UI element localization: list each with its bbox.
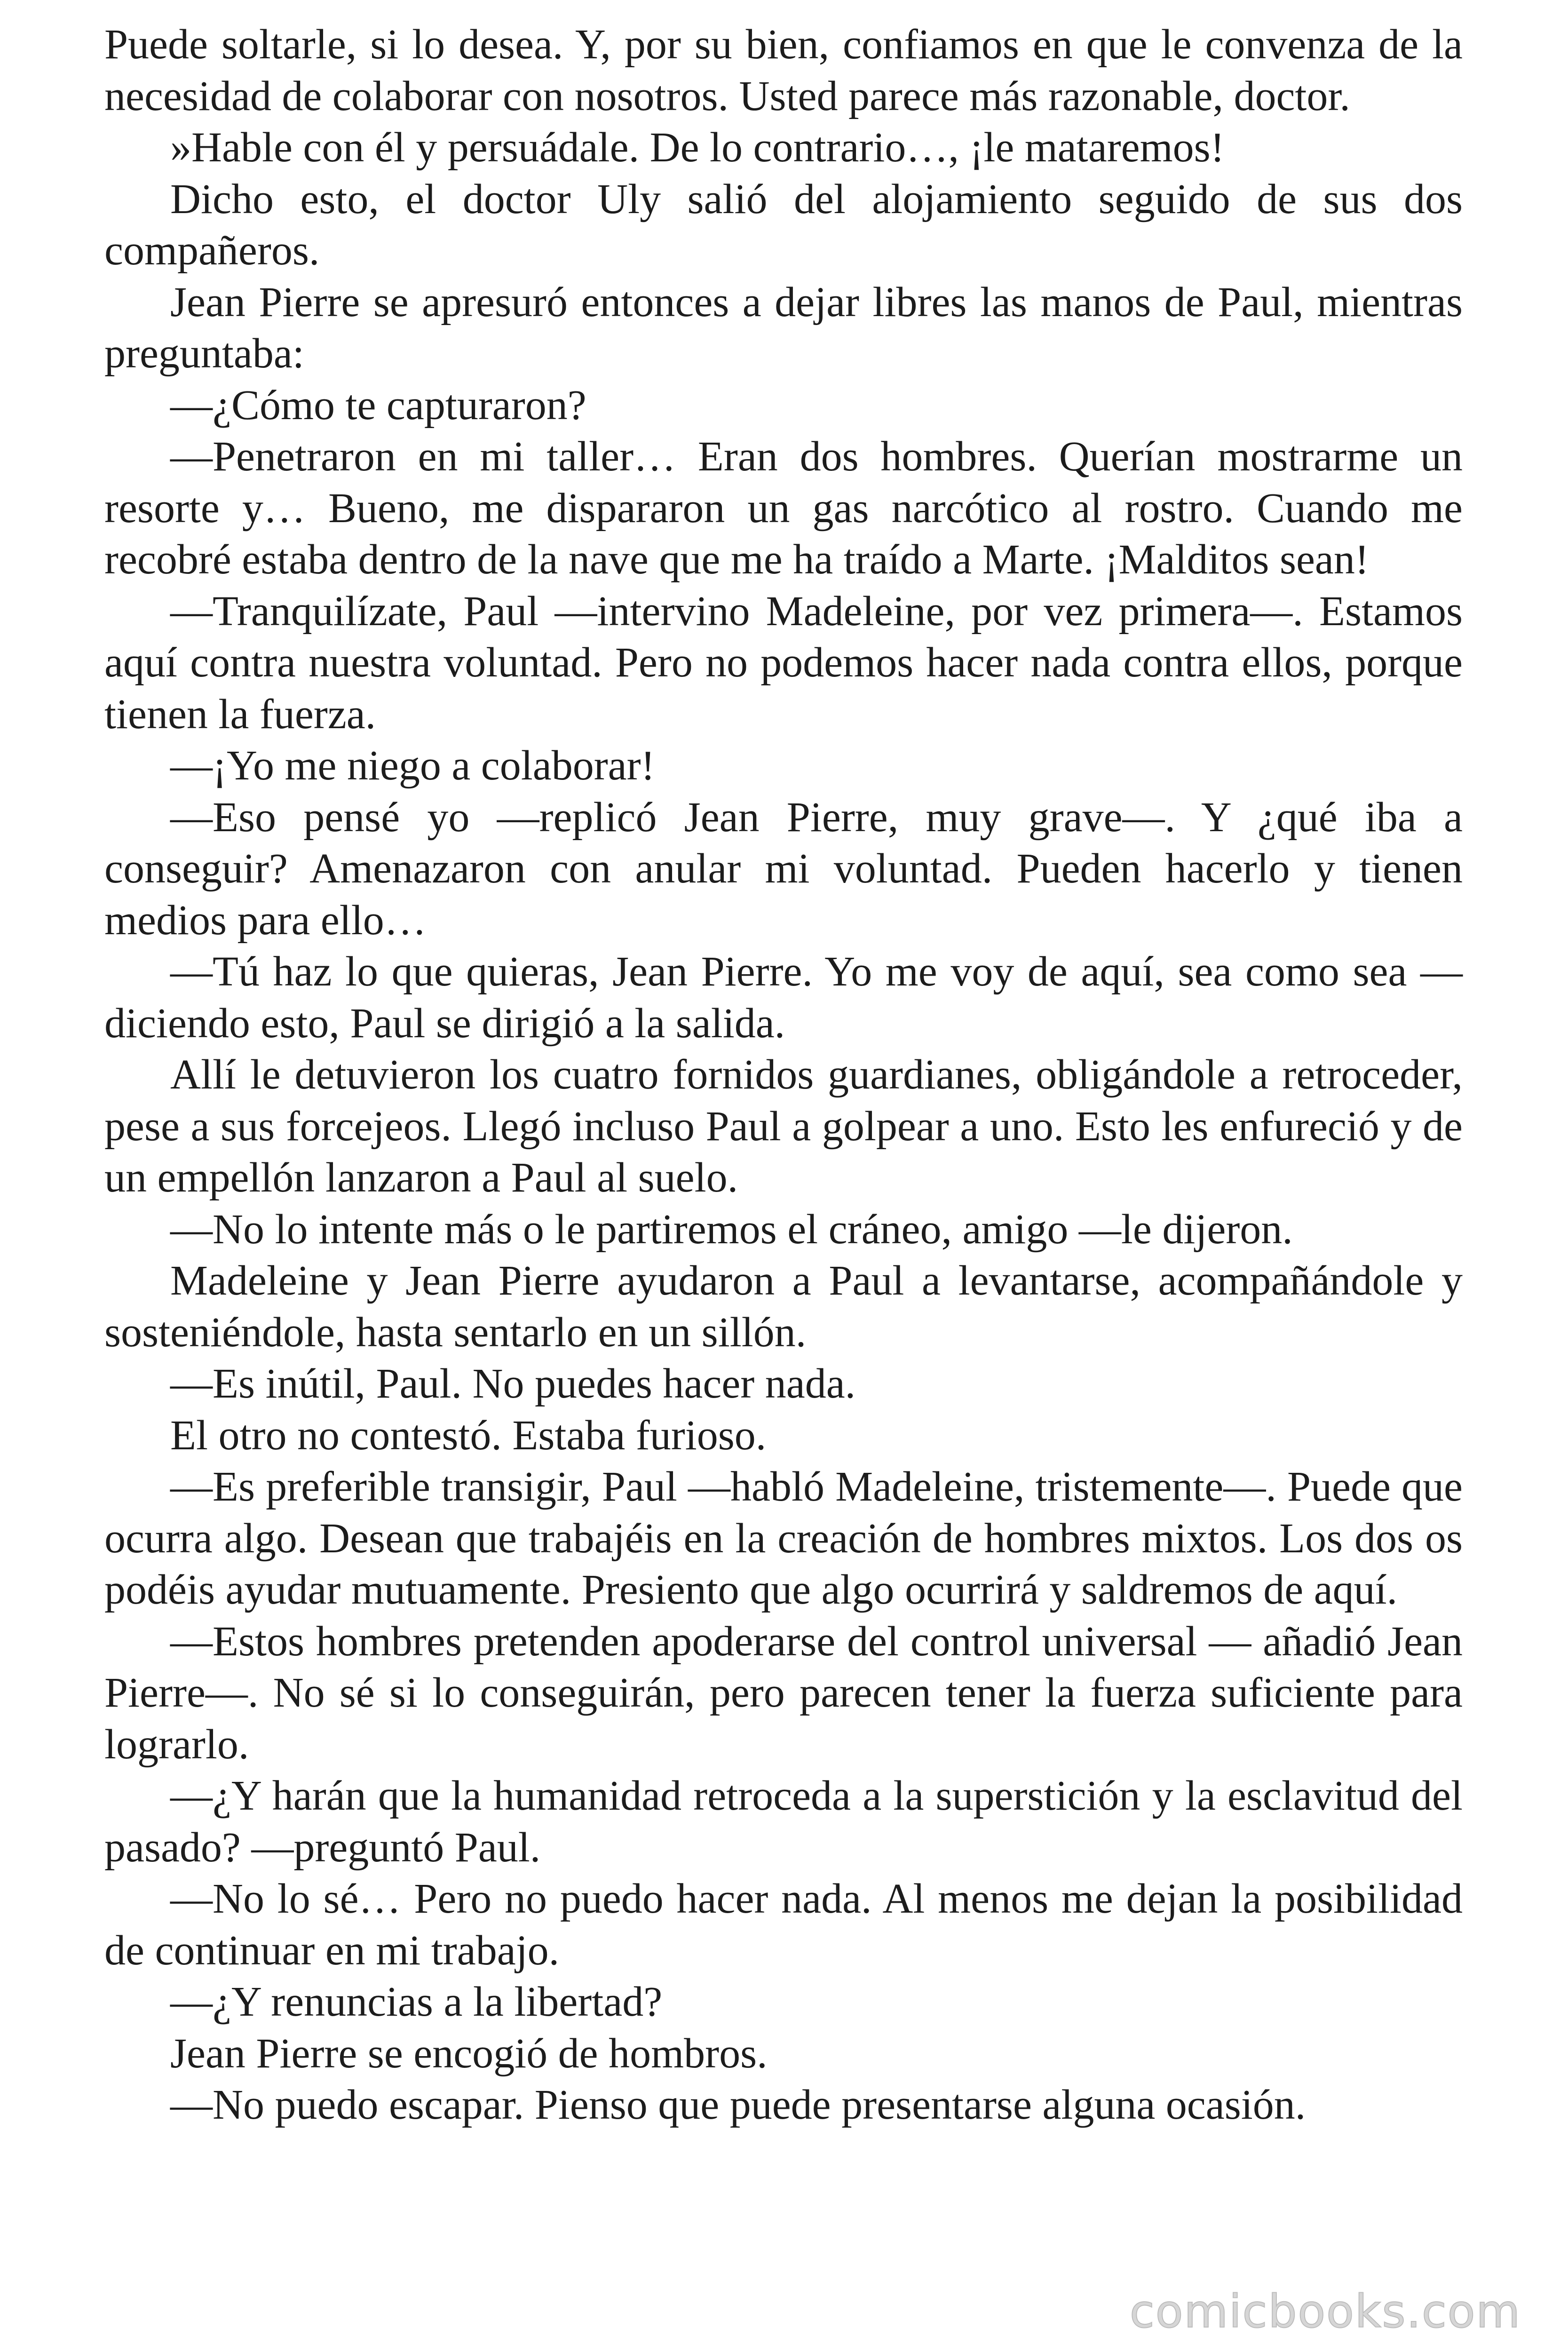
book-page xyxy=(104,19,1463,2131)
paragraph-10: —Tú haz lo que quieras, Jean Pierre. Yo me voy de aquí, sea como sea —diciendo esto, Paul se dirigió a la salida. xyxy=(104,948,1463,1047)
paragraph-6: —Penetraron en mi taller… Eran dos hombres. Querían mostrarme un resorte y… Bueno, me dispararon un gas narcótico al rostro. Cuando me recobré estaba dentro de la nave que me ha traído a Marte. ¡Malditos sean! xyxy=(104,433,1463,583)
paragraph-13: Madeleine y Jean Pierre ayudaron a Paul a levantarse, acompañándole y sosteniéndole, hasta sentarlo en un sillón. xyxy=(104,1257,1463,1356)
paragraph-11: Allí le detuvieron los cuatro fornidos guardianes, obligándole a retroceder, pese a sus forcejeos. Llegó incluso Paul a golpear a uno. Esto les enfureció y de un empellón lanzaron a Paul al suelo. xyxy=(104,1051,1463,1201)
paragraph-8: —¡Yo me niego a colaborar! xyxy=(170,742,655,789)
paragraph-12: —No lo intente más o le partiremos el cráneo, amigo —le dijeron. xyxy=(170,1206,1293,1253)
paragraph-7: —Tranquilízate, Paul —intervino Madeleine, por vez primera—. Estamos aquí contra nuestra voluntad. Pero no podemos hacer nada contra ellos, porque tienen la fuerza. xyxy=(104,588,1463,738)
paragraph-9: —Eso pensé yo —replicó Jean Pierre, muy grave—. Y ¿qué iba a conseguir? Amenazaron con anular mi voluntad. Pueden hacerlo y tienen medios para ello… xyxy=(104,794,1463,944)
paragraph-3: Dicho esto, el doctor Uly salió del alojamiento seguido de sus dos compañeros. xyxy=(104,175,1463,274)
paragraph-20: —¿Y renuncias a la libertad? xyxy=(170,1979,663,2025)
paragraph-19: —No lo sé… Pero no puedo hacer nada. Al menos me dejan la posibilidad de continuar en mi trabajo. xyxy=(104,1875,1463,1974)
paragraph-14: —Es inútil, Paul. No puedes hacer nada. xyxy=(170,1360,856,1407)
paragraph-15: El otro no contestó. Estaba furioso. xyxy=(170,1412,767,1459)
paragraph-21: Jean Pierre se encogió de hombros. xyxy=(170,2030,768,2077)
paragraph-18: —¿Y harán que la humanidad retroceda a la superstición y la esclavitud del pasado? —preguntó Paul. xyxy=(104,1772,1463,1871)
paragraph-5: —¿Cómo te capturaron? xyxy=(170,381,586,429)
paragraph-17: —Estos hombres pretenden apoderarse del control universal — añadió Jean Pierre—. No sé si lo conseguirán, pero parecen tener la fuerza suficiente para lograrlo. xyxy=(104,1618,1463,1768)
watermark: comicbooks.com xyxy=(1129,2285,1521,2338)
paragraph-22: —No puedo escapar. Pienso que puede presentarse alguna ocasión. xyxy=(170,2082,1306,2128)
paragraph-2: »Hable con él y persuádale. De lo contrario…, ¡le mataremos! xyxy=(170,124,1225,171)
paragraph-1: Puede soltarle, si lo desea. Y, por su bien, confiamos en que le convenza de la necesidad de colaborar con nosotros. Usted parece más razonable, doctor. xyxy=(104,21,1463,119)
paragraph-16: —Es preferible transigir, Paul —habló Madeleine, tristemente—. Puede que ocurra algo. Desean que trabajéis en la creación de hombres mixtos. Los dos os podéis ayudar mutuamente. Presiento que algo ocurrirá y saldremos de aquí. xyxy=(104,1463,1463,1613)
paragraph-4: Jean Pierre se apresuró entonces a dejar libres las manos de Paul, mientras preguntaba: xyxy=(104,278,1463,377)
